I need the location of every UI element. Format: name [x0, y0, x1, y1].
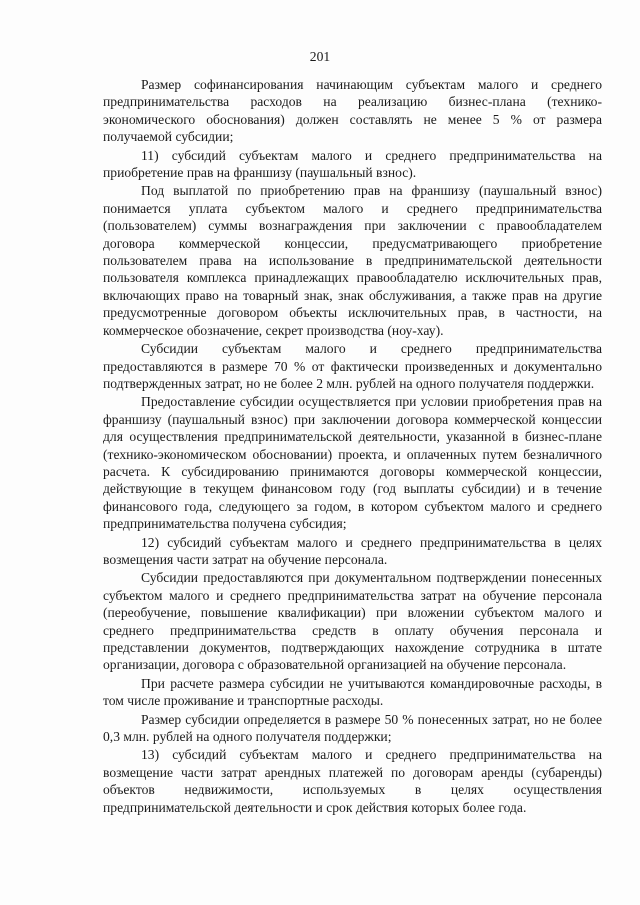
paragraph-item-12: 12) субсидий субъектам малого и среднего предпринимательства в целях возмещения части затрат на обучение персонала. — [103, 534, 602, 567]
paragraph-subsidy-50-percent: Размер субсидии определяется в размере 50 % понесенных затрат, но не более 0,3 млн. рублей на одного получателя поддержки; — [103, 711, 602, 745]
page-number: 201 — [309, 49, 331, 64]
paragraph-subsidy-conditions: Предоставление субсидии осуществляется при условии приобретения прав на франшизу (паушальный взнос) при заключении договора коммерческой концессии для осуществления предпринимательской деятельности, указанной в бизнес-плане (технико-экономическом обосновании) проекта, и оплаченных путем безналичного расчета. К субсидированию принимаются договоры коммерческой концессии, действующие в текущем финансовом году (год выплаты субсидии) и в течение финансового года, следующего за годом, в котором субъектом малого и среднего предпринимательства получена субсидия; — [103, 394, 602, 532]
document-body — [103, 76, 602, 816]
paragraph-cofinancing-size: Размер софинансирования начинающим субъектам малого и среднего предпринимательства расходов на реализацию бизнес-плана (технико-экономического обоснования) должен составлять не менее 5 % от размера получаемой субсидии; — [103, 77, 602, 145]
paragraph-item-13: 13) субсидий субъектам малого и среднего предпринимательства на возмещение части затрат арендных платежей по договорам аренды (субаренды) объектов недвижимости, используемых в целях осуществления предпринимательской деятельности и срок действия которых более года. — [103, 747, 602, 815]
paragraph-excluded-expenses: При расчете размера субсидии не учитываются командировочные расходы, в том числе проживание и транспортные расходы. — [103, 675, 602, 709]
paragraph-subsidy-70-percent: Субсидии субъектам малого и среднего предпринимательства предоставляются в размере 70 % от фактически произведенных и документально подтвержденных затрат, но не более 2 млн. рублей на одного получателя поддержки. — [103, 341, 602, 391]
paragraph-training-subsidy: Субсидии предоставляются при документальном подтверждении понесенных субъектом малого и среднего предпринимательства затрат на обучение персонала (переобучение, повышение квалификации) при вложении субъектом малого и среднего предпринимательства средств в оплату обучения персонала и представлении документов, подтверждающих нахождение сотрудника в штате организации, договора с образовательной организацией на обучение персонала. — [103, 570, 602, 673]
paragraph-item-11: 11) субсидий субъектам малого и среднего предпринимательства на приобретение прав на франшизу (паушальный взнос). — [103, 147, 602, 181]
paragraph-franchise-definition: Под выплатой по приобретению прав на франшизу (паушальный взнос) понимается уплата субъектом малого и среднего предпринимательства (пользователем) суммы вознаграждения при заключении с правообладателем договора коммерческой концессии, предусматривающего приобретение пользователем права на использование в предпринимательской деятельности пользователя комплекса принадлежащих правообладателю исключительных прав, включающих право на товарный знак, знак обслуживания, а также прав на другие предусмотренные договором объекты исключительных прав, в частности, на коммерческое обозначение, секрет производства (ноу-хау). — [103, 183, 602, 338]
